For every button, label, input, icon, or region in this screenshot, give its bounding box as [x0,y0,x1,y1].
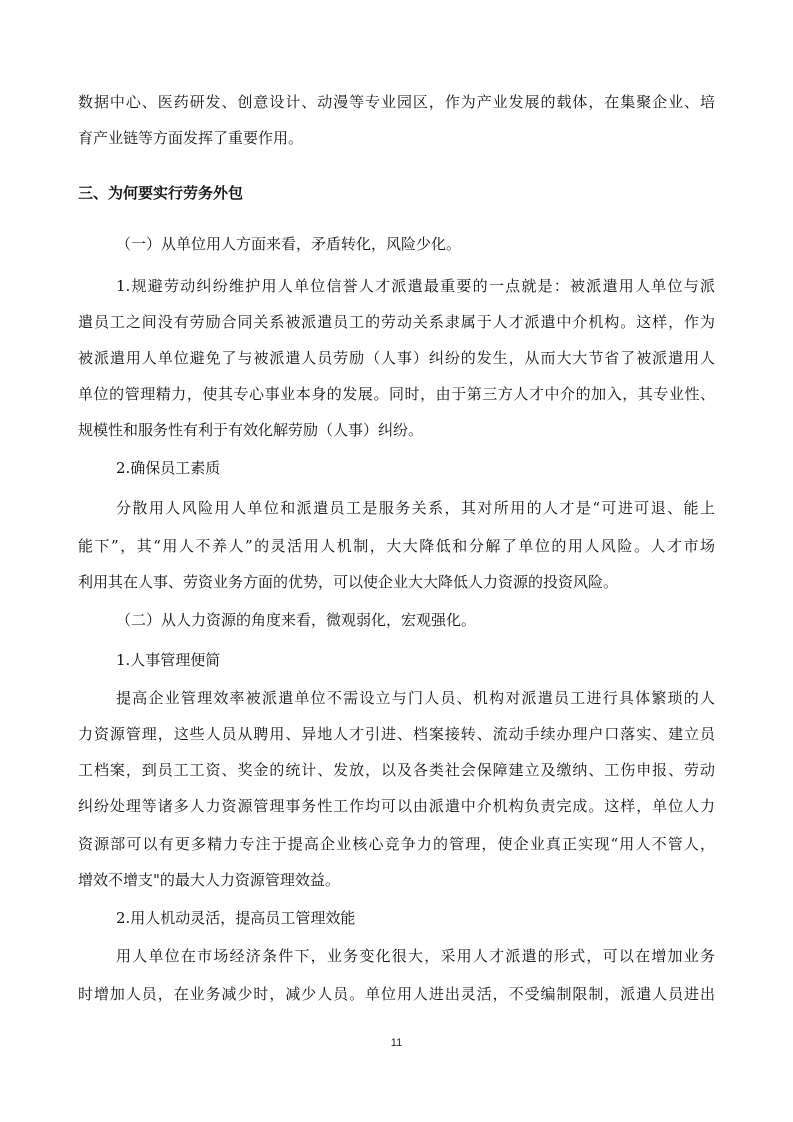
subsection-heading: （一）从单位用人方面来看，矛盾转化，风险少化。 [116,235,462,253]
item-title: 2.确保员工素质 [116,459,221,477]
paragraph-line: 增效不增支"的最大人力资源管理效益。 [78,871,340,889]
paragraph-line: 分散用人风险用人单位和派遣员工是服务关系，其对所用的人才是“可进可退、能上 [116,499,715,517]
section-heading: 三、为何要实行劳务外包 [78,184,244,202]
paragraph-line: 育产业链等方面发挥了重要作用。 [78,129,304,147]
paragraph-line: 利用其在人事、劳资业务方面的优势，可以使企业大大降低人力资源的投资风险。 [78,573,619,591]
paragraph-line: 力资源管理，这些人员从聘用、异地人才引进、档案接转、流动手续办理户口落实、建立员 [78,725,715,743]
paragraph-line: 用人单位在市场经济条件下，业务变化很大，采用人才派遣的形式，可以在增加业务 [116,947,715,965]
paragraph-line: 数据中心、医药研发、创意设计、动漫等专业园区，作为产业发展的载体，在集聚企业、培 [78,93,715,111]
item-title: 2.用人机动灵活，提高员工管理效能 [116,909,356,927]
paragraph-line: 能下”，其“用人不养人”的灵活用人机制，大大降低和分解了单位的用人风险。人才市场 [78,537,715,555]
paragraph-line: 工档案，到员工工资、奖金的统计、发放，以及各类社会保障建立及缴纳、工伤申报、劳动 [78,761,715,779]
paragraph-line: 时增加人员，在业务减少时，减少人员。单位用人进出灵活，不受编制限制，派遣人员进出 [78,985,715,1003]
page-number: 11 [390,1037,403,1049]
item-title: 1.规避劳动纠纷维护用人单位信誉人才派遣最重要的一点就是：被派遣用人单位与派 [116,277,715,295]
paragraph-line: 提高企业管理效率被派遣单位不需设立与门人员、机构对派遣员工进行具体繁琐的人 [116,689,715,707]
paragraph-line: 遣员工之间没有劳励合同关系被派遣员工的劳动关系隶属于人才派遣中介机构。这样，作为 [78,313,715,331]
item-title: 1.人事管理便简 [116,651,221,669]
subsection-heading: （二）从人力资源的角度来看，微观弱化，宏观强化。 [116,611,477,629]
paragraph-line: 被派遣用人单位避免了与被派遣人员劳励（人事）纠纷的发生，从而大大节省了被派遣用人 [78,349,715,367]
paragraph-line: 单位的管理精力，使其专心事业本身的发展。同时，由于第三方人才中介的加入，其专业性、 [78,385,715,403]
paragraph-line: 规模性和服务性有利于有效化解劳励（人事）纠纷。 [78,421,424,439]
paragraph-line: 资源部可以有更多精力专注于提高企业核心竞争力的管理，使企业真正实现“用人不管人， [78,835,715,853]
paragraph-line: 纠纷处理等诸多人力资源管理事务性工作均可以由派遣中介机构负责完成。这样，单位人力 [78,797,715,815]
